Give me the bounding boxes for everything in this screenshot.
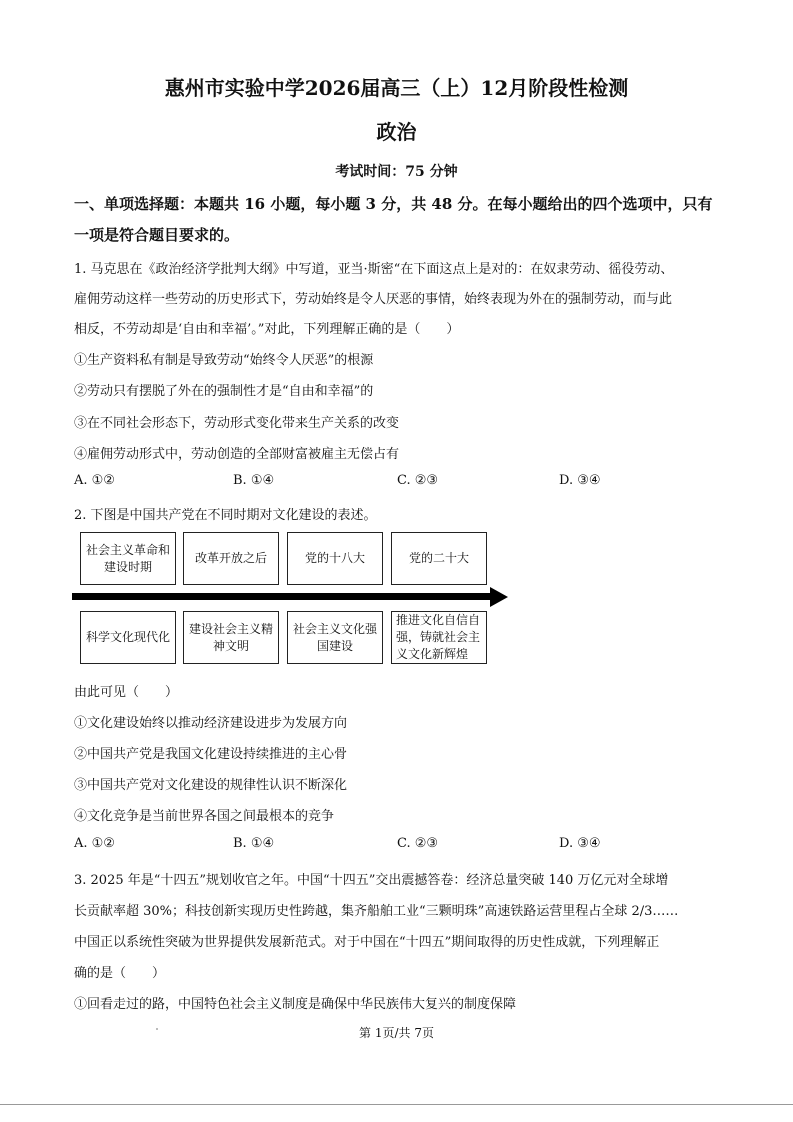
timeline-statement-box: 科学文化现代化 <box>80 611 176 664</box>
timeline-period-box: 党的二十大 <box>391 532 487 585</box>
q2-item: ④文化竞争是当前世界各国之间最根本的竞争 <box>74 809 335 824</box>
q1-option-b: B. ①④ <box>233 473 275 488</box>
q1-stem-line: 1. 马克思在《政治经济学批判大纲》中写道，亚当·斯密“在下面这点上是对的：在奴隶劳动、徭役劳动、 <box>74 262 674 277</box>
q1-stem-line: 相反，不劳动却是‘自由和幸福’。”对此，下列理解正确的是（ ） <box>74 322 460 337</box>
q3-stem-line: 中国正以系统性突破为世界提供发展新范式。对于中国在“十四五”期间取得的历史性成就，下列理解正 <box>74 935 660 950</box>
q2-item: ①文化建设始终以推动经济建设进步为发展方向 <box>74 716 348 731</box>
section-heading-cont: 一项是符合题目要求的。 <box>74 226 240 244</box>
q2-item: ②中国共产党是我国文化建设持续推进的主心骨 <box>74 747 348 762</box>
timeline-statement-box: 建设社会主义精神文明 <box>183 611 279 664</box>
q2-question: 由此可见（ ） <box>74 685 179 700</box>
q2-option-a: A. ①② <box>74 836 115 851</box>
exam-time: 考试时间：75 分钟 <box>335 164 458 180</box>
q1-item: ④雇佣劳动形式中，劳动创造的全部财富被雇主无偿占有 <box>74 447 400 462</box>
q2-option-d: D. ③④ <box>559 836 601 851</box>
subject-title: 政治 <box>376 120 417 144</box>
q3-item: ①回看走过的路，中国特色社会主义制度是确保中华民族伟大复兴的制度保障 <box>74 997 517 1012</box>
timeline-period-box: 社会主义革命和建设时期 <box>80 532 176 585</box>
timeline-period-box: 改革开放之后 <box>183 532 279 585</box>
q3-stem-line: 确的是（ ） <box>74 966 166 981</box>
q1-option-a: A. ①② <box>74 473 115 488</box>
q2-item: ③中国共产党对文化建设的规律性认识不断深化 <box>74 778 348 793</box>
section-heading: 一、单项选择题：本题共 16 小题，每小题 3 分，共 48 分。在每小题给出的四个选项中，只有 <box>74 195 713 213</box>
q1-item: ②劳动只有摆脱了外在的强制性才是“自由和幸福”的 <box>74 384 374 399</box>
timeline-statement-box: 社会主义文化强国建设 <box>287 611 383 664</box>
timeline-statement-box: 推进文化自信自强，铸就社会主义文化新辉煌 <box>391 611 487 664</box>
q1-option-d: D. ③④ <box>559 473 601 488</box>
timeline-arrow-head <box>490 587 508 607</box>
timeline-arrow <box>72 593 492 600</box>
q3-stem-line: 长贡献率超 30%；科技创新实现历史性跨越，集齐船舶工业“三颗明珠”高速铁路运营里程占全球 2/3…… <box>74 904 679 919</box>
q1-item: ①生产资料私有制是导致劳动“始终令人厌恶”的根源 <box>74 353 374 368</box>
q1-item: ③在不同社会形态下，劳动形式变化带来生产关系的改变 <box>74 416 400 431</box>
q1-stem-line: 雇佣劳动这样一些劳动的历史形式下，劳动始终是令人厌恶的事情，始终表现为外在的强制劳动，而与此 <box>74 292 673 307</box>
timeline-period-box: 党的十八大 <box>287 532 383 585</box>
page-number: 第 1页/共 7页 <box>359 1026 434 1040</box>
q2-option-b: B. ①④ <box>233 836 275 851</box>
q3-stem-line: 3. 2025 年是“十四五”规划收官之年。中国“十四五”交出震撼答卷：经济总量突破 140 万亿元对全球增 <box>74 873 669 888</box>
q1-option-c: C. ②③ <box>397 473 439 488</box>
q2-option-c: C. ②③ <box>397 836 439 851</box>
q2-stem: 2. 下图是中国共产党在不同时期对文化建设的表述。 <box>74 508 377 523</box>
page-bottom-divider <box>0 1104 793 1105</box>
exam-title: 惠州市实验中学2026届高三（上）12月阶段性检测 <box>164 76 629 100</box>
